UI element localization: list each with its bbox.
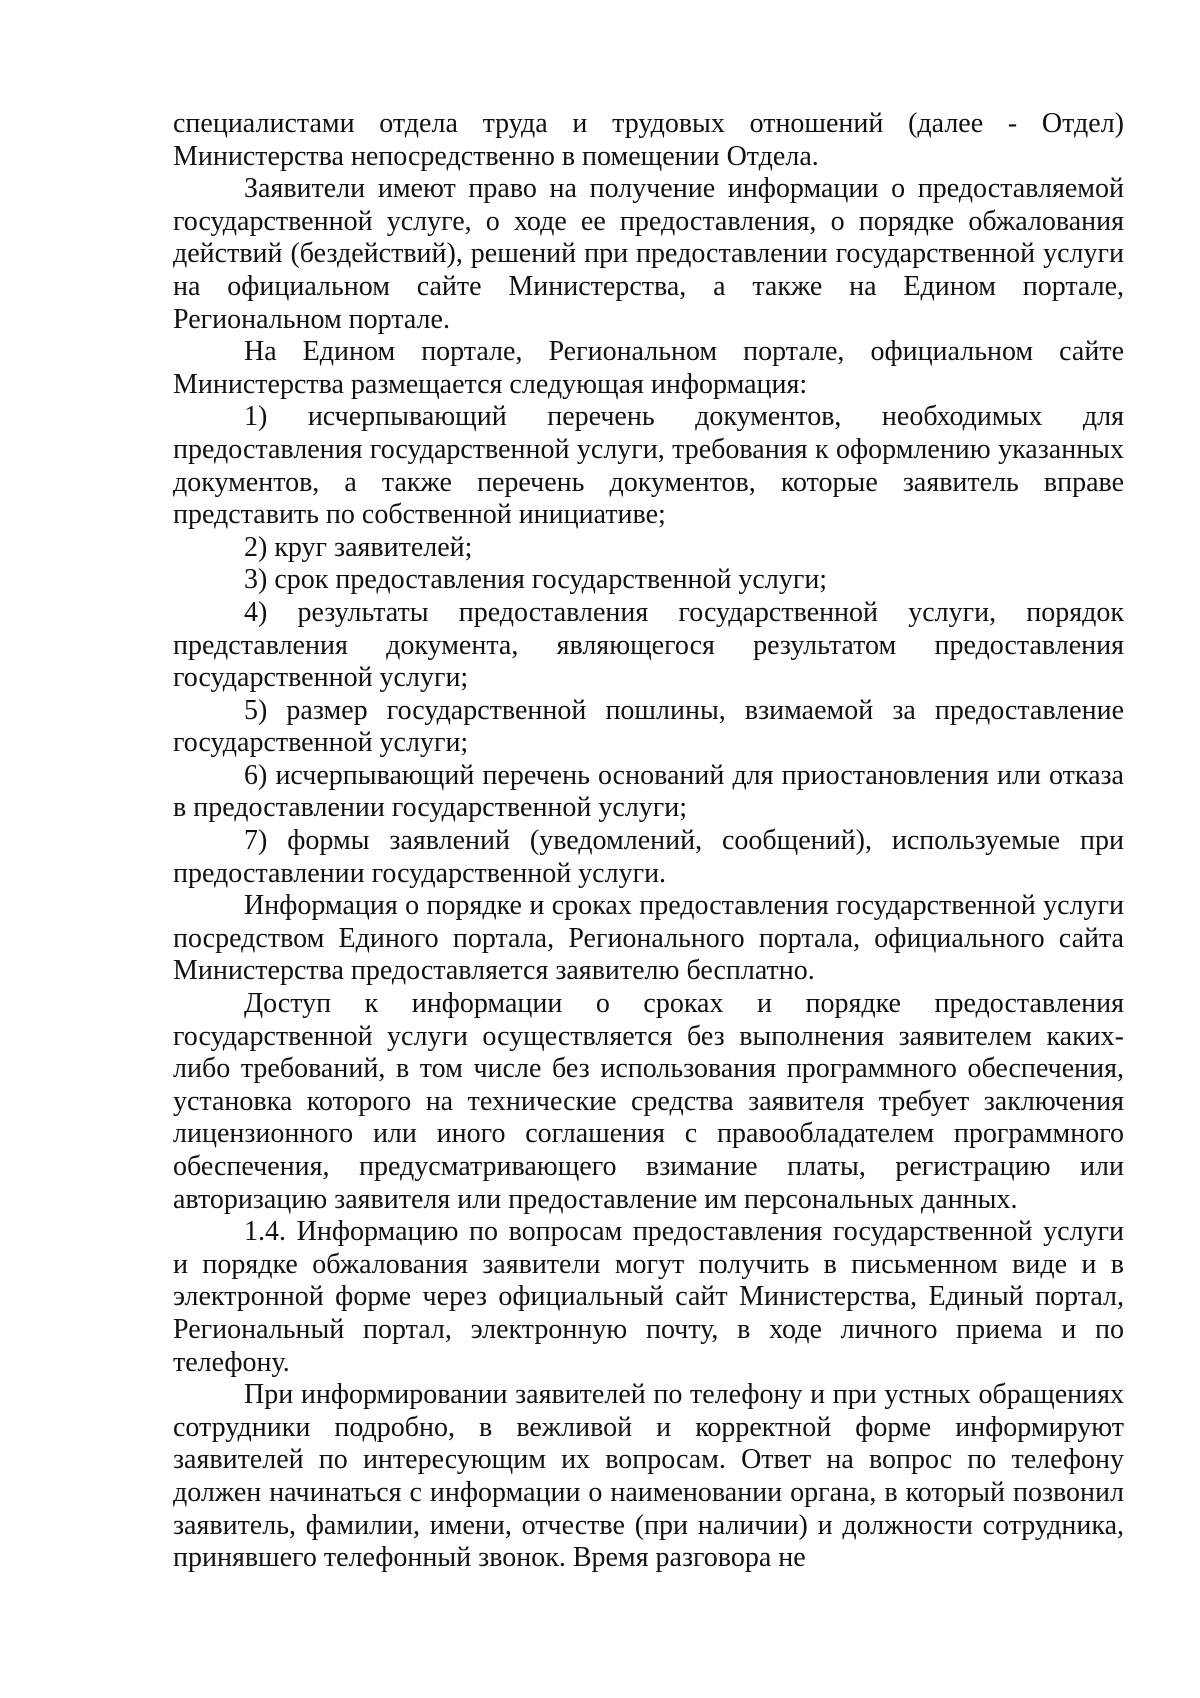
paragraph-section-1-4: 1.4. Информацию по вопросам предоставления государственной услуги и порядке обжалования заявители могут получить в письменном виде и в электронной форме через официальный сайт Министерства, Единый портал, Региональный портал, электронную почту, в ходе личного приема и по телефону.	[173, 1216, 1124, 1378]
list-item-3: 3) срок предоставления государственной услуги;	[244, 564, 828, 596]
paragraph-continuation: специалистами отдела труда и трудовых отношений (далее - Отдел) Министерства непосредственно в помещении Отдела.	[173, 108, 1124, 172]
list-item-7: 7) формы заявлений (уведомлений, сообщений), используемые при предоставлении государственной услуги.	[173, 825, 1124, 889]
list-item-5: 5) размер государственной пошлины, взимаемой за предоставление государственной услуги;	[173, 694, 1124, 759]
paragraph-phone-informing: При информировании заявителей по телефону и при устных обращениях сотрудники подробно, в вежливой и корректной форме информируют заявителей по интересующим их вопросам. Ответ на вопрос по телефону должен начинаться с информации о наименовании органа, в который позвонил заявитель, фамилии, имени, отчестве (при наличии) и должности сотрудника, принявшего телефонный звонок. Время разговора не	[173, 1379, 1124, 1574]
paragraph-free-information: Информация о порядке и сроках предоставления государственной услуги посредством Единого портала, Регионального портала, официального сайта Министерства предоставляется заявителю бесплатно.	[173, 890, 1124, 987]
list-item-6: 6) исчерпывающий перечень оснований для приостановления или отказа в предоставлении государственной услуги;	[173, 759, 1124, 824]
list-item-1: 1) исчерпывающий перечень документов, необходимых для предоставления государственной услуги, требования к оформлению указанных документов, а также перечень документов, которые заявитель вправе представить по собственной инициативе;	[173, 401, 1124, 531]
list-item-2: 2) круг заявителей;	[244, 531, 473, 563]
document-page	[173, 108, 1124, 1575]
paragraph-access-requirements: Доступ к информации о сроках и порядке предоставления государственной услуги осуществляется без выполнения заявителем каких-либо требований, в том числе без использования программного обеспечения, установка которого на технические средства заявителя требует заключения лицензионного или иного соглашения с правообладателем программного обеспечения, предусматривающего взимание платы, регистрацию или авторизацию заявителя или предоставление им персональных данных.	[173, 988, 1124, 1215]
list-item-4: 4) результаты предоставления государственной услуги, порядок представления документа, являющегося результатом предоставления государственной услуги;	[173, 596, 1124, 694]
paragraph-portal-info-intro: На Едином портале, Региональном портале, официальном сайте Министерства размещается следующая информация:	[173, 336, 1124, 400]
paragraph-applicant-rights: Заявители имеют право на получение информации о предоставляемой государственной услуге, о ходе ее предоставления, о порядке обжалования действий (бездействий), решений при предоставлении государственной услуги на официальном сайте Министерства, а также на Едином портале, Региональном портале.	[173, 173, 1124, 335]
